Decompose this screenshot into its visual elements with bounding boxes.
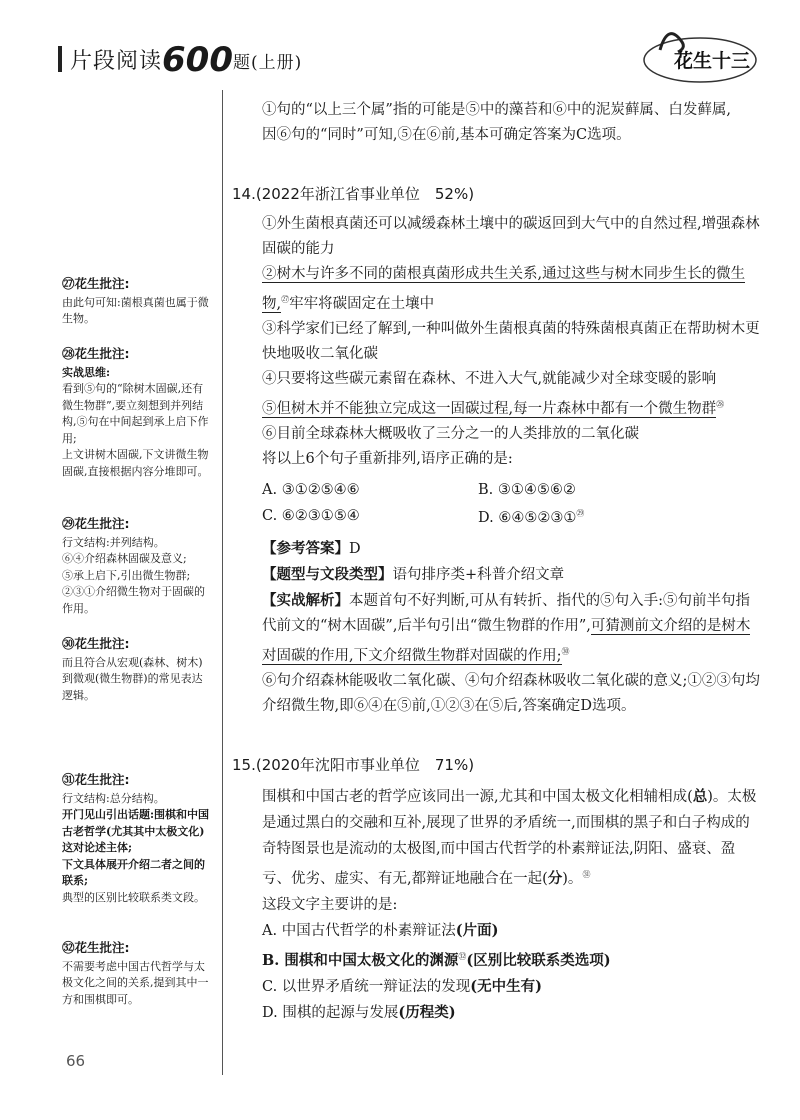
brand-logo <box>640 20 760 90</box>
q14-body <box>262 212 762 472</box>
logo-text: 花生十三 <box>674 50 751 72</box>
q15-option-c: C. 以世界矛盾统一辩证法的发现(无中生有) <box>262 977 543 995</box>
header-bar <box>58 46 62 72</box>
side-note-31: ㉛花生批注: 行文结构:总分结构。 开门见山引出话题:围棋和中国古老哲学(尤其其中太极文化)这对论述主体; 下文具体展开介绍二者之间的联系; 典型的区别比较联系类文段。 <box>62 772 210 904</box>
q15-header: 15.(2020年沈阳市事业单位 71%) <box>232 756 475 774</box>
q14-sentence-5: ⑤但树木并不能独立完成这一固碳过程,每一片森林中都有一个微生物群$^㉘$ <box>262 399 725 417</box>
q15-option-d: D. 围棋的起源与发展(历程类) <box>262 1003 456 1021</box>
column-divider <box>222 90 223 1075</box>
title-prefix: 片段阅读 <box>70 49 163 74</box>
q15-option-b: B. 围棋和中国太极文化的渊源$^㉜$(区别比较联系类选项) <box>262 951 611 969</box>
q14-option-b: B. ③①④⑤⑥② <box>478 482 576 498</box>
side-note-28: ㉘花生批注: 实战思维: 看到⑤句的“除树木固碳,还有微生物群”,要立刻想到并列结构,⑤句在中间起到承上启下作用; 上文讲树木固碳,下文讲微生物固碳,直接根据内容分堆即可。 <box>62 346 209 478</box>
q15-passage-text: 围棋和中国古老的哲学应该同出一源,尤其和中国太极文化相辅相成(总)。太极是通过黑白的交融和互补,展现了世界的矛盾统一,而围棋的黑子和白子构成的奇特图景也是流动的太极图,而中国古代哲学的朴素辩证法,阴阳、盛衰、盈亏、优劣、虚实、有无,都辩证地融合在一起(分)。$^㉛$ <box>262 788 757 887</box>
page-number: 66 <box>66 1052 86 1070</box>
q14-type: 【题型与文段类型】语句排序类+科普介绍文章 <box>262 566 565 583</box>
side-note-27: ㉗花生批注: 由此句可知:菌根真菌也属于微生物。 <box>62 276 209 325</box>
q15-option-a: A. 中国古代哲学的朴素辩证法(片面) <box>262 921 499 939</box>
continuation-line-2: 因⑥句的“同时”可知,⑤在⑥前,基本可确定答案为C选项。 <box>262 127 631 143</box>
continuation-line-1: ①句的“以上三个属”指的可能是⑤中的藻苔和⑥中的泥炭藓属、白发藓属, <box>262 102 731 118</box>
side-note-32: ㉜花生批注: 不需要考虑中国古代哲学与太极文化之间的关系,提到其中一方和围棋即可。 <box>62 940 209 1006</box>
q15-prompt: 这段文字主要讲的是: <box>262 896 398 913</box>
q14-header: 14.(2022年浙江省事业单位 52%) <box>232 185 475 203</box>
side-note-30: ㉚花生批注: 而且符合从宏观(森林、树木)到微观(微生物群)的常见表达逻辑。 <box>62 636 203 702</box>
q14-answer: 【参考答案】D <box>262 540 361 557</box>
q14-option-a: A. ③①②⑤④⑥ <box>262 482 360 498</box>
q14-sentence-1: ①外生菌根真菌还可以减缓森林土壤中的碳返回到大气中的自然过程,增强森林固碳的能力 <box>262 216 760 257</box>
q15-passage <box>262 784 762 1026</box>
q14-analysis-1: 【实战解析】本题首句不好判断,可从有转折、指代的⑤句入手:⑤句前半句指代前文的“树木固碳”,后半句引出“微生物群的作用”,可猜测前文介绍的是树木对固碳的作用,下文介绍微生物群对固碳的作用;$^㉚$ <box>262 592 751 664</box>
title-unit: 题 <box>233 53 251 73</box>
q14-sentence-4: ④只要将这些碳元素留在森林、不进入大气,就能减少对全球变暖的影响 <box>262 370 717 387</box>
side-note-29: ㉙花生批注: 行文结构:并列结构。 ⑥④介绍森林固碳及意义; ⑤承上启下,引出微生物群; ②③①介绍微生物对于固碳的作用。 <box>62 516 205 615</box>
q14-prompt: 将以上6个句子重新排列,语序正确的是: <box>262 450 513 467</box>
q14-sentence-3: ③科学家们已经了解到,一种叫做外生菌根真菌的特殊菌根真菌正在帮助树木更快地吸收二氧化碳 <box>262 320 760 362</box>
q14-sentence-2: ②树木与许多不同的菌根真菌形成共生关系,通过这些与树木同步生长的微生物,$^㉗$牢牢将碳固定在土壤中 <box>262 266 746 312</box>
q14-solution <box>262 536 762 719</box>
q14-option-c: C. ⑥②③①⑤④ <box>262 508 360 524</box>
q14-sentence-6: ⑥目前全球森林大概吸收了三分之一的人类排放的二氧化碳 <box>262 425 639 442</box>
title-number: 600 <box>162 40 233 80</box>
title-volume: (上册) <box>251 53 303 73</box>
q14-option-d: D. ⑥④⑤②③①$^㉙$ <box>478 509 585 526</box>
q14-analysis-2: ⑥句介绍森林能吸收二氧化碳、④句介绍森林吸收二氧化碳的意义;①②③句均介绍微生物,即⑥④在⑤前,①②③在⑤后,答案确定D选项。 <box>262 672 760 714</box>
book-title <box>70 40 302 80</box>
previous-answer-continuation <box>262 98 762 148</box>
